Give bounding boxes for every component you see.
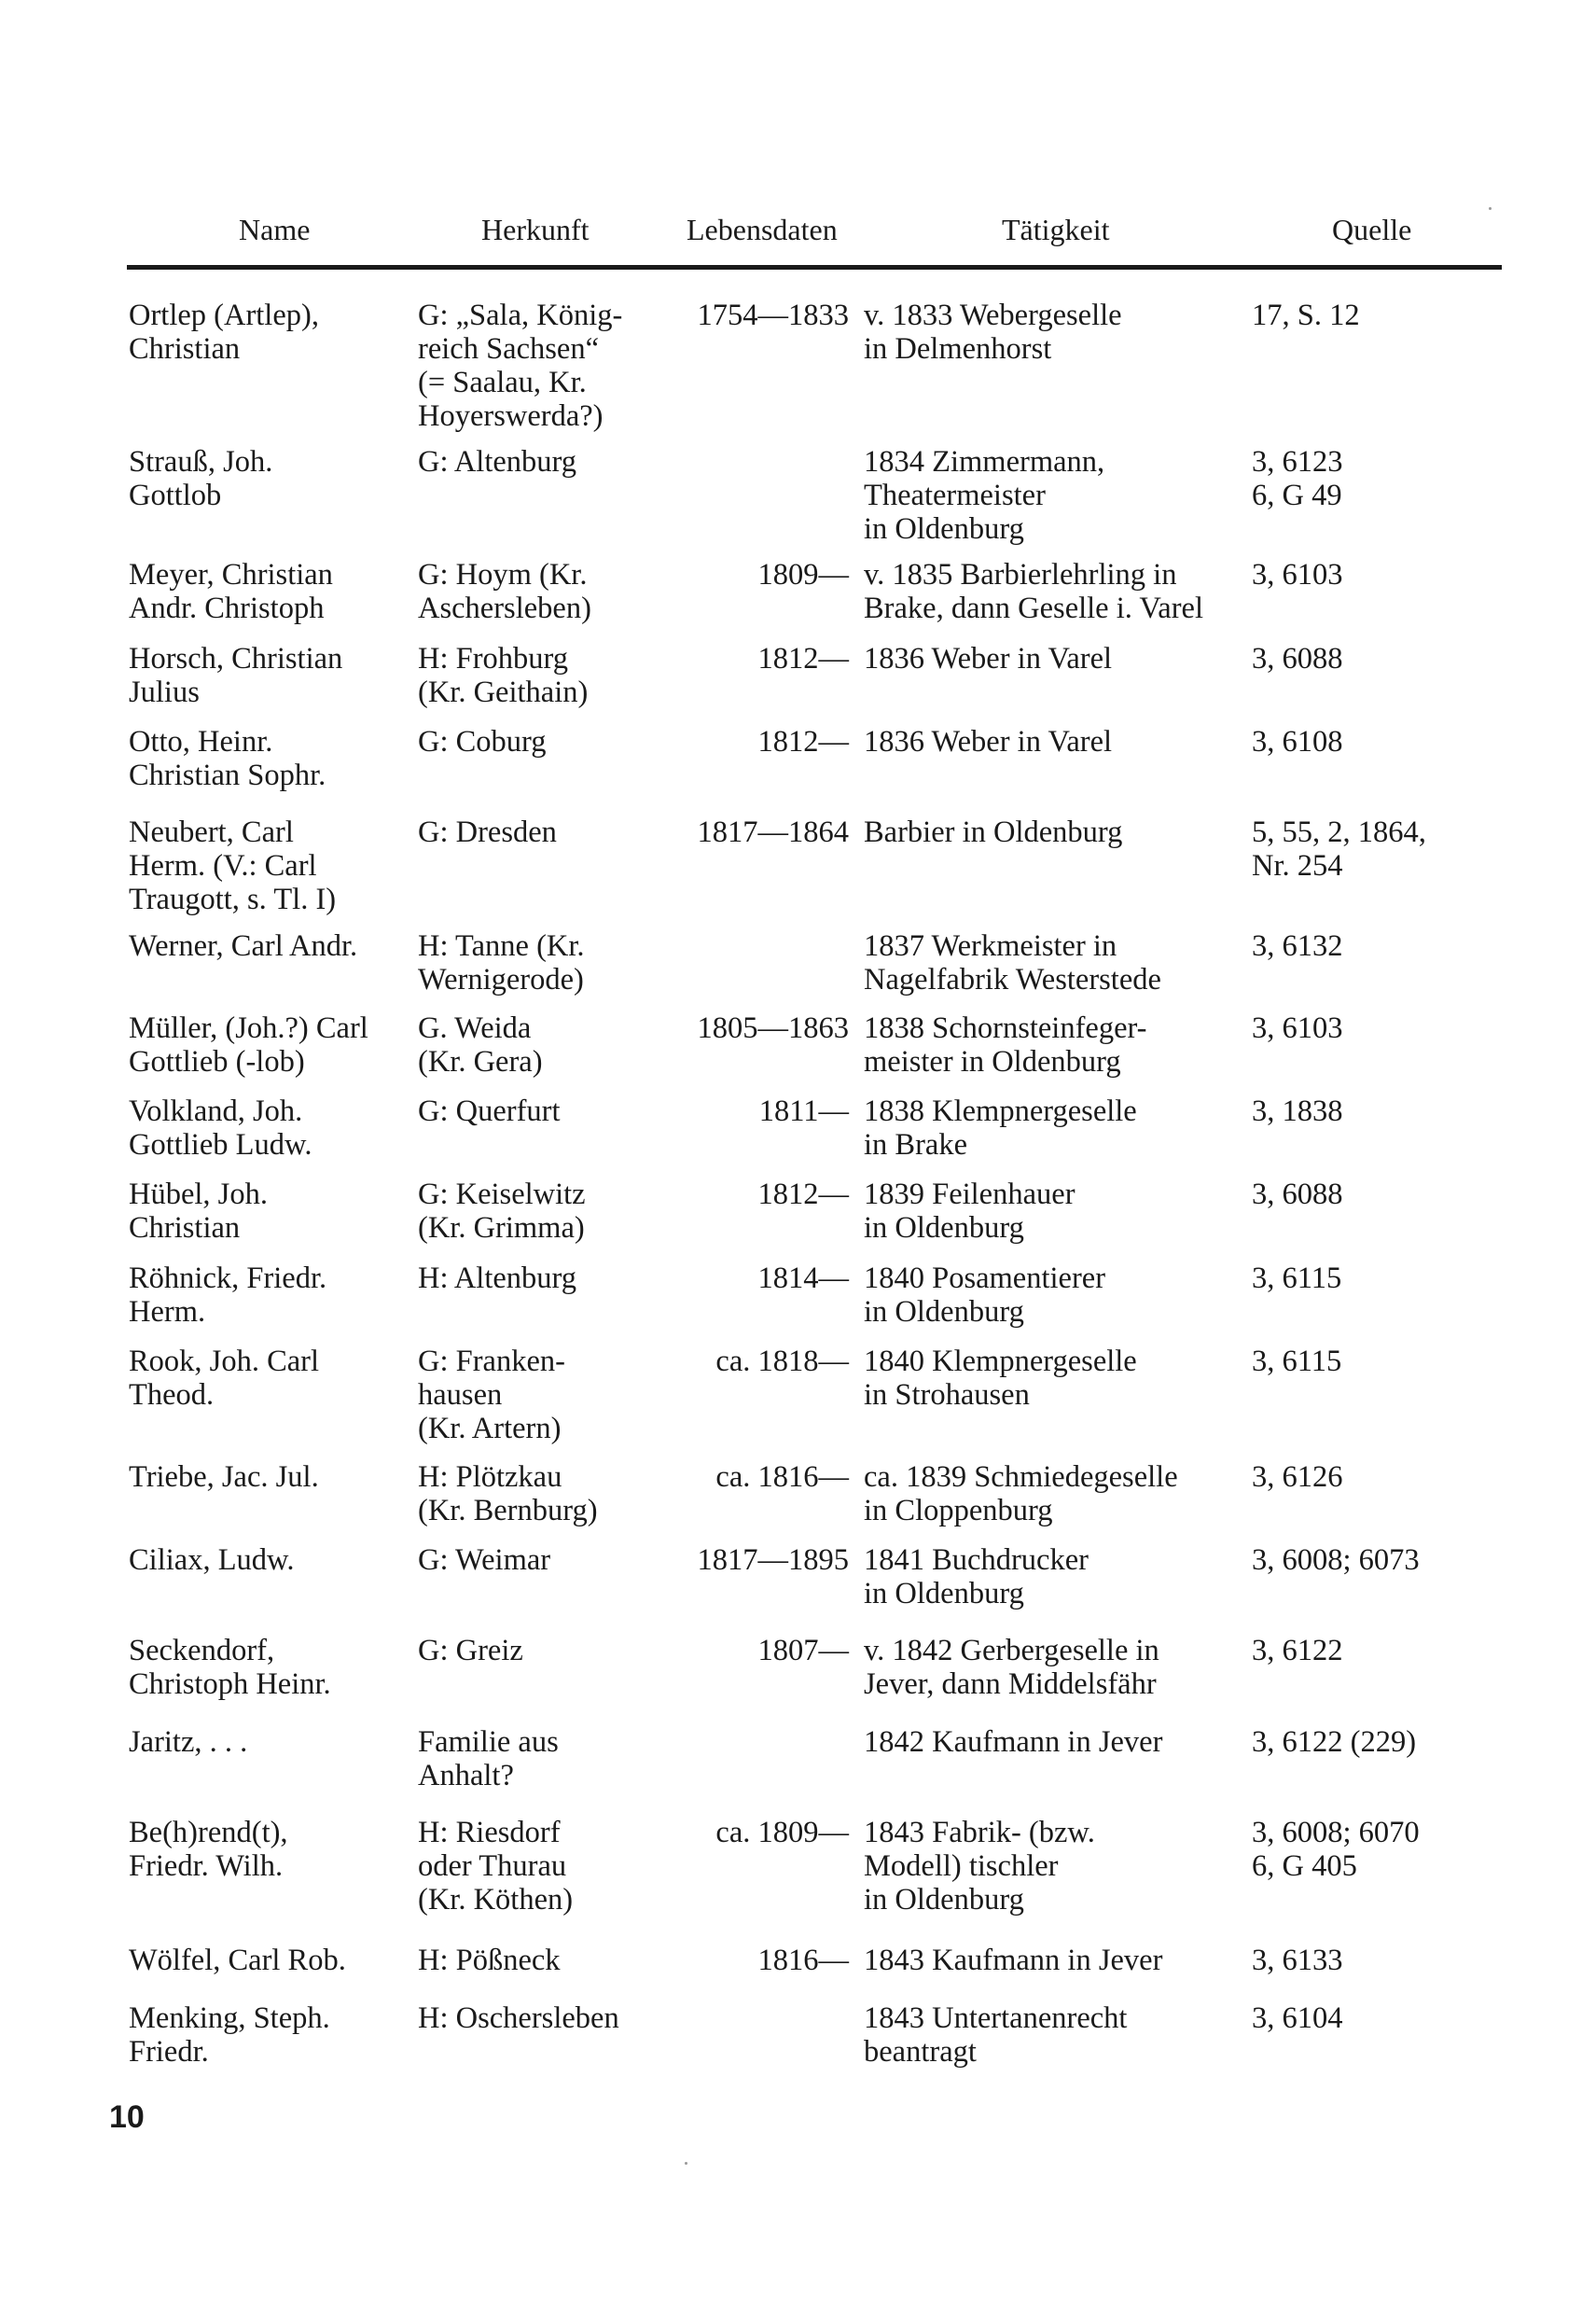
cell-taetigkeit: 1834 Zimmermann, Theatermeister in Oldenburg bbox=[864, 445, 1105, 546]
cell-lebensdaten: 1812— bbox=[757, 1178, 849, 1211]
table-header bbox=[127, 213, 1502, 254]
cell-quelle: 3, 6115 bbox=[1252, 1345, 1342, 1378]
header-rule bbox=[127, 265, 1502, 270]
cell-quelle: 3, 6088 bbox=[1252, 642, 1343, 676]
cell-herkunft: G: Altenburg bbox=[418, 445, 577, 479]
cell-taetigkeit: 1838 Schornsteinfeger- meister in Oldenburg bbox=[864, 1011, 1147, 1079]
cell-lebensdaten: 1807— bbox=[757, 1634, 849, 1667]
cell-taetigkeit: ca. 1839 Schmiedegeselle in Cloppenburg bbox=[864, 1460, 1178, 1527]
cell-herkunft: H: Riesdorf oder Thurau (Kr. Köthen) bbox=[418, 1816, 574, 1917]
header-lebensdaten: Lebensdaten bbox=[687, 213, 838, 246]
cell-herkunft: Familie aus Anhalt? bbox=[418, 1725, 559, 1792]
cell-taetigkeit: v. 1833 Webergeselle in Delmenhorst bbox=[864, 299, 1122, 366]
cell-lebensdaten: 1817—1864 bbox=[697, 815, 849, 849]
cell-herkunft: G: Querfurt bbox=[418, 1094, 561, 1128]
cell-herkunft: G: Coburg bbox=[418, 725, 547, 759]
cell-name: Volkland, Joh. Gottlieb Ludw. bbox=[129, 1094, 312, 1162]
cell-name: Müller, (Joh.?) Carl Gottlieb (-lob) bbox=[129, 1011, 368, 1079]
cell-name: Meyer, Christian Andr. Christoph bbox=[129, 558, 333, 625]
header-taetigkeit: Tätigkeit bbox=[1002, 213, 1110, 246]
cell-quelle: 3, 6104 bbox=[1252, 2001, 1343, 2035]
cell-quelle: 3, 6126 bbox=[1252, 1460, 1343, 1494]
cell-name: Strauß, Joh. Gottlob bbox=[129, 445, 273, 512]
cell-taetigkeit: 1843 Kaufmann in Jever bbox=[864, 1944, 1163, 1977]
cell-taetigkeit: 1838 Klempnergeselle in Brake bbox=[864, 1094, 1137, 1162]
cell-quelle: 3, 6122 (229) bbox=[1252, 1725, 1417, 1759]
cell-taetigkeit: 1836 Weber in Varel bbox=[864, 642, 1113, 676]
cell-name: Be(h)rend(t), Friedr. Wilh. bbox=[129, 1816, 288, 1883]
cell-taetigkeit: 1836 Weber in Varel bbox=[864, 725, 1113, 759]
cell-name: Röhnick, Friedr. Herm. bbox=[129, 1262, 327, 1329]
cell-herkunft: H: Pößneck bbox=[418, 1944, 561, 1977]
header-name: Name bbox=[239, 213, 311, 246]
cell-quelle: 3, 6133 bbox=[1252, 1944, 1343, 1977]
cell-name: Ciliax, Ludw. bbox=[129, 1543, 295, 1577]
page-number: 10 bbox=[109, 2099, 145, 2135]
cell-taetigkeit: v. 1835 Barbierlehrling in Brake, dann Geselle i. Varel bbox=[864, 558, 1203, 625]
cell-quelle: 3, 6108 bbox=[1252, 725, 1343, 759]
cell-quelle: 3, 6008; 6070 6, G 405 bbox=[1252, 1816, 1420, 1883]
cell-taetigkeit: 1843 Untertanenrecht beantragt bbox=[864, 2001, 1128, 2069]
cell-lebensdaten: 1817—1895 bbox=[697, 1543, 849, 1577]
cell-quelle: 3, 6103 bbox=[1252, 558, 1343, 592]
cell-herkunft: H: Tanne (Kr. Wernigerode) bbox=[418, 929, 585, 997]
cell-quelle: 5, 55, 2, 1864, Nr. 254 bbox=[1252, 815, 1426, 883]
cell-herkunft: G: Greiz bbox=[418, 1634, 523, 1667]
cell-name: Horsch, Christian Julius bbox=[129, 642, 343, 709]
cell-lebensdaten: 1814— bbox=[757, 1262, 849, 1295]
cell-name: Rook, Joh. Carl Theod. bbox=[129, 1345, 320, 1412]
cell-quelle: 3, 1838 bbox=[1252, 1094, 1343, 1128]
cell-name: Seckendorf, Christoph Heinr. bbox=[129, 1634, 331, 1701]
cell-taetigkeit: 1843 Fabrik- (bzw. Modell) tischler in Oldenburg bbox=[864, 1816, 1095, 1917]
header-herkunft: Herkunft bbox=[481, 213, 590, 246]
cell-taetigkeit: 1840 Posamentierer in Oldenburg bbox=[864, 1262, 1106, 1329]
cell-taetigkeit: Barbier in Oldenburg bbox=[864, 815, 1123, 849]
cell-herkunft: H: Altenburg bbox=[418, 1262, 577, 1295]
cell-name: Neubert, Carl Herm. (V.: Carl Traugott, s. Tl. I) bbox=[129, 815, 337, 916]
cell-herkunft: G: Dresden bbox=[418, 815, 557, 849]
cell-lebensdaten: 1816— bbox=[757, 1944, 849, 1977]
cell-name: Wölfel, Carl Rob. bbox=[129, 1944, 346, 1977]
cell-name: Werner, Carl Andr. bbox=[129, 929, 358, 963]
cell-name: Ortlep (Artlep), Christian bbox=[129, 299, 319, 366]
cell-herkunft: H: Plötzkau (Kr. Bernburg) bbox=[418, 1460, 598, 1527]
cell-taetigkeit: v. 1842 Gerbergeselle in Jever, dann Middelsfähr bbox=[864, 1634, 1159, 1701]
cell-taetigkeit: 1842 Kaufmann in Jever bbox=[864, 1725, 1163, 1759]
cell-lebensdaten: 1811— bbox=[758, 1094, 849, 1128]
cell-lebensdaten: 1812— bbox=[757, 725, 849, 759]
cell-herkunft: G: Franken- hausen (Kr. Artern) bbox=[418, 1345, 565, 1445]
cell-lebensdaten: 1809— bbox=[757, 558, 849, 592]
cell-name: Hübel, Joh. Christian bbox=[129, 1178, 268, 1245]
cell-quelle: 17, S. 12 bbox=[1252, 299, 1360, 332]
cell-taetigkeit: 1840 Klempnergeselle in Strohausen bbox=[864, 1345, 1137, 1412]
cell-quelle: 3, 6132 bbox=[1252, 929, 1343, 963]
cell-herkunft: G: Keiselwitz (Kr. Grimma) bbox=[418, 1178, 586, 1245]
cell-lebensdaten: ca. 1818— bbox=[715, 1345, 849, 1378]
cell-quelle: 3, 6122 bbox=[1252, 1634, 1343, 1667]
cell-herkunft: G: „Sala, König- reich Sachsen“ (= Saalau, Kr. Hoyerswerda?) bbox=[418, 299, 623, 433]
scan-speck bbox=[685, 2162, 687, 2165]
cell-herkunft: G: Weimar bbox=[418, 1543, 551, 1577]
cell-herkunft: H: Frohburg (Kr. Geithain) bbox=[418, 642, 589, 709]
cell-name: Triebe, Jac. Jul. bbox=[129, 1460, 319, 1494]
cell-taetigkeit: 1839 Feilenhauer in Oldenburg bbox=[864, 1178, 1076, 1245]
cell-herkunft: G. Weida (Kr. Gera) bbox=[418, 1011, 543, 1079]
cell-quelle: 3, 6008; 6073 bbox=[1252, 1543, 1420, 1577]
cell-name: Jaritz, . . . bbox=[129, 1725, 248, 1759]
cell-lebensdaten: 1754—1833 bbox=[697, 299, 849, 332]
cell-herkunft: H: Oschersleben bbox=[418, 2001, 619, 2035]
cell-quelle: 3, 6123 6, G 49 bbox=[1252, 445, 1343, 512]
cell-quelle: 3, 6088 bbox=[1252, 1178, 1343, 1211]
cell-name: Menking, Steph. Friedr. bbox=[129, 2001, 330, 2069]
cell-taetigkeit: 1837 Werkmeister in Nagelfabrik Westerstede bbox=[864, 929, 1161, 997]
scan-speck bbox=[1489, 207, 1492, 210]
cell-quelle: 3, 6103 bbox=[1252, 1011, 1343, 1045]
cell-lebensdaten: 1805—1863 bbox=[697, 1011, 849, 1045]
cell-herkunft: G: Hoym (Kr. Aschersleben) bbox=[418, 558, 591, 625]
cell-taetigkeit: 1841 Buchdrucker in Oldenburg bbox=[864, 1543, 1089, 1610]
cell-lebensdaten: ca. 1816— bbox=[715, 1460, 849, 1494]
cell-quelle: 3, 6115 bbox=[1252, 1262, 1342, 1295]
header-quelle: Quelle bbox=[1332, 213, 1412, 246]
cell-name: Otto, Heinr. Christian Sophr. bbox=[129, 725, 326, 792]
cell-lebensdaten: ca. 1809— bbox=[715, 1816, 849, 1849]
cell-lebensdaten: 1812— bbox=[757, 642, 849, 676]
